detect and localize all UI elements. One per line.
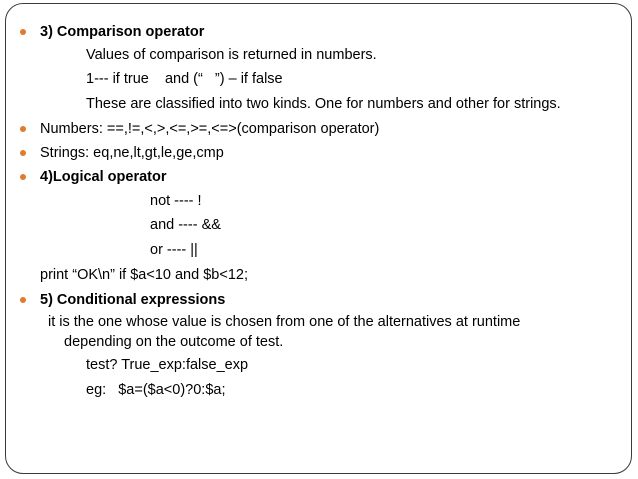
conditional-description-2: depending on the outcome of test. xyxy=(64,334,284,350)
comparison-description: Values of comparison is returned in numbers. xyxy=(86,47,377,63)
conditional-description-1: it is the one whose value is chosen from one of the alternatives at runtime xyxy=(48,314,521,330)
logical-and: and ---- && xyxy=(150,217,221,233)
bullet-numbers xyxy=(20,126,26,132)
heading-logical-operator: 4)Logical operator xyxy=(40,169,167,185)
logical-not: not ---- ! xyxy=(150,193,202,209)
bullet-conditional xyxy=(20,297,26,303)
bullet-logical xyxy=(20,174,26,180)
numbers-operators: Numbers: ==,!=,<,>,<=,>=,<=>(comparison operator) xyxy=(40,121,380,137)
conditional-syntax: test? True_exp:false_exp xyxy=(86,357,249,373)
bullet-strings xyxy=(20,150,26,156)
heading-conditional-expressions: 5) Conditional expressions xyxy=(40,292,226,308)
heading-comparison-operator: 3) Comparison operator xyxy=(40,24,205,40)
logical-or: or ---- || xyxy=(150,242,198,258)
bullet-comparison xyxy=(20,29,26,35)
print-example: print “OK\n” if $a<10 and $b<12; xyxy=(40,267,248,283)
comparison-true-false: 1--- if true and (“ ”) – if false xyxy=(86,71,283,87)
strings-operators: Strings: eq,ne,lt,gt,le,ge,cmp xyxy=(40,145,224,161)
conditional-example: eg: $a=($a<0)?0:$a; xyxy=(86,382,226,398)
comparison-kinds: These are classified into two kinds. One for numbers and other for strings. xyxy=(86,96,561,112)
